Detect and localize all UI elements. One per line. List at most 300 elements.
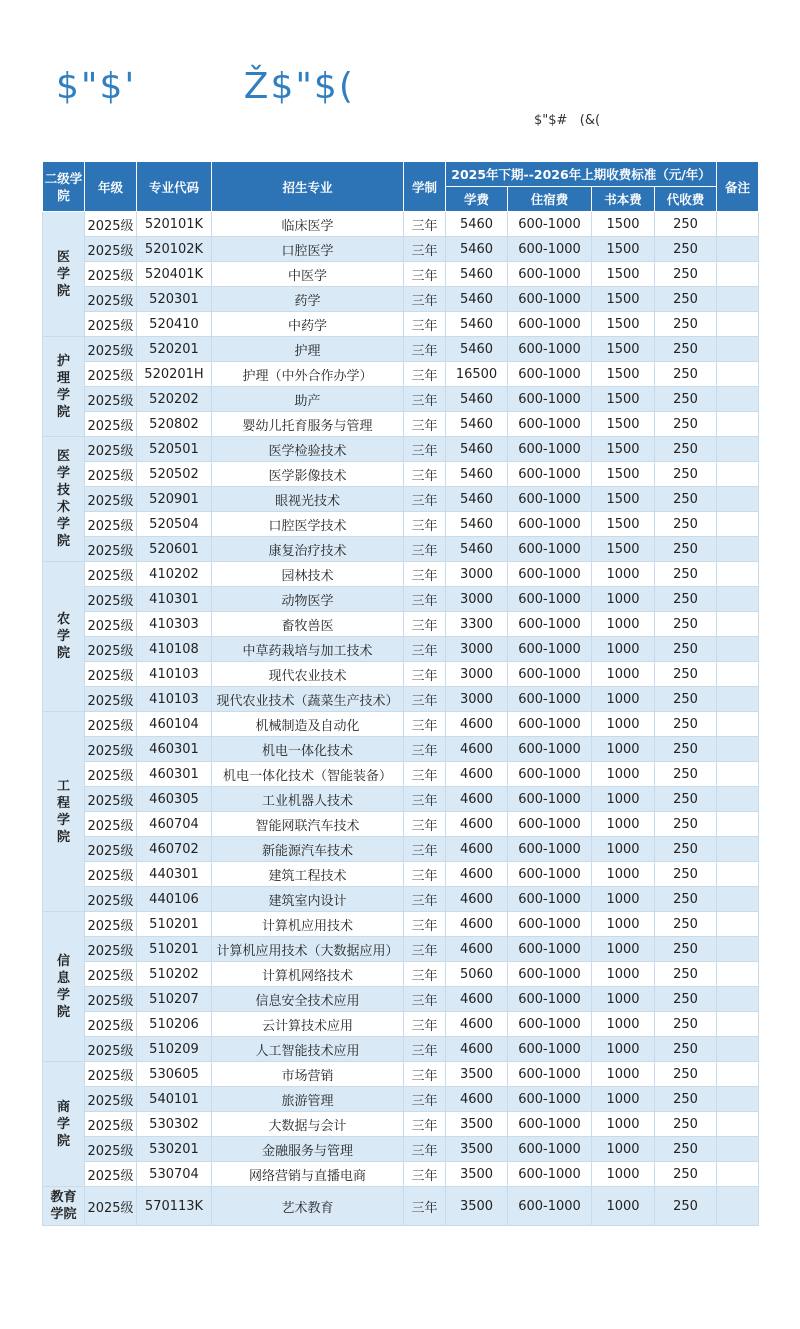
- dorm-cell: 600-1000: [508, 1112, 592, 1137]
- grade-cell: 2025级: [85, 312, 137, 337]
- duration-cell: 三年: [404, 312, 446, 337]
- books-cell: 1000: [592, 962, 655, 987]
- books-cell: 1000: [592, 1062, 655, 1087]
- header-tuition: 学费: [446, 187, 508, 212]
- books-cell: 1500: [592, 262, 655, 287]
- header-duration: 学制: [404, 162, 446, 212]
- grade-cell: 2025级: [85, 262, 137, 287]
- dorm-cell: 600-1000: [508, 737, 592, 762]
- agency-cell: 250: [655, 512, 717, 537]
- table-row: [43, 412, 759, 437]
- grade-cell: 2025级: [85, 487, 137, 512]
- duration-cell: 三年: [404, 562, 446, 587]
- college-name: 教育学院: [50, 1190, 77, 1222]
- grade-cell: 2025级: [85, 862, 137, 887]
- dorm-cell: 600-1000: [508, 1162, 592, 1187]
- major-cell: 建筑工程技术: [212, 862, 404, 887]
- grade-cell: 2025级: [85, 237, 137, 262]
- college-name: 医学院: [56, 249, 70, 299]
- table-row: [43, 362, 759, 387]
- tuition-cell: 3000: [446, 562, 508, 587]
- books-cell: 1000: [592, 712, 655, 737]
- grade-cell: 2025级: [85, 837, 137, 862]
- table-row: [43, 312, 759, 337]
- dorm-cell: 600-1000: [508, 862, 592, 887]
- major-cell: 旅游管理: [212, 1087, 404, 1112]
- dorm-cell: 600-1000: [508, 262, 592, 287]
- table-row: [43, 687, 759, 712]
- tuition-cell: 5460: [446, 387, 508, 412]
- major-cell: 医学影像技术: [212, 462, 404, 487]
- dorm-cell: 600-1000: [508, 762, 592, 787]
- college-cell: [43, 1187, 85, 1226]
- dorm-cell: 600-1000: [508, 837, 592, 862]
- dorm-cell: 600-1000: [508, 387, 592, 412]
- books-cell: 1000: [592, 562, 655, 587]
- dorm-cell: 600-1000: [508, 237, 592, 262]
- remarks-cell: [717, 812, 759, 837]
- books-cell: 1500: [592, 337, 655, 362]
- grade-cell: 2025级: [85, 437, 137, 462]
- agency-cell: 250: [655, 712, 717, 737]
- code-cell: 440106: [137, 887, 212, 912]
- table-row: [43, 212, 759, 237]
- major-cell: 口腔医学技术: [212, 512, 404, 537]
- dorm-cell: 600-1000: [508, 637, 592, 662]
- agency-cell: 250: [655, 837, 717, 862]
- table-row: [43, 1162, 759, 1187]
- table-row: [43, 662, 759, 687]
- books-cell: 1000: [592, 587, 655, 612]
- grade-cell: 2025级: [85, 1187, 137, 1226]
- dorm-cell: 600-1000: [508, 712, 592, 737]
- agency-cell: 250: [655, 937, 717, 962]
- agency-cell: 250: [655, 637, 717, 662]
- fee-table: [42, 161, 759, 1226]
- books-cell: 1500: [592, 462, 655, 487]
- dorm-cell: 600-1000: [508, 812, 592, 837]
- table-row: [43, 1112, 759, 1137]
- books-cell: 1500: [592, 512, 655, 537]
- code-cell: 520502: [137, 462, 212, 487]
- code-cell: 410103: [137, 662, 212, 687]
- code-cell: 520101K: [137, 212, 212, 237]
- major-cell: 中草药栽培与加工技术: [212, 637, 404, 662]
- dorm-cell: 600-1000: [508, 1062, 592, 1087]
- dorm-cell: 600-1000: [508, 687, 592, 712]
- table-row: [43, 862, 759, 887]
- tuition-cell: 16500: [446, 362, 508, 387]
- major-cell: 大数据与会计: [212, 1112, 404, 1137]
- code-cell: 460305: [137, 787, 212, 812]
- header-grade: 年级: [85, 162, 137, 212]
- grade-cell: 2025级: [85, 737, 137, 762]
- table-row: [43, 262, 759, 287]
- duration-cell: 三年: [404, 1012, 446, 1037]
- code-cell: 410108: [137, 637, 212, 662]
- major-cell: 人工智能技术应用: [212, 1037, 404, 1062]
- tuition-cell: 5060: [446, 962, 508, 987]
- tuition-cell: 4600: [446, 937, 508, 962]
- code-cell: 520401K: [137, 262, 212, 287]
- dorm-cell: 600-1000: [508, 362, 592, 387]
- major-cell: 动物医学: [212, 587, 404, 612]
- duration-cell: 三年: [404, 737, 446, 762]
- books-cell: 1000: [592, 987, 655, 1012]
- page-subtitle: $"$# (&(: [534, 113, 601, 128]
- tuition-cell: 5460: [446, 512, 508, 537]
- dorm-cell: 600-1000: [508, 537, 592, 562]
- duration-cell: 三年: [404, 787, 446, 812]
- table-row: [43, 237, 759, 262]
- tuition-cell: 4600: [446, 737, 508, 762]
- duration-cell: 三年: [404, 212, 446, 237]
- major-cell: 医学检验技术: [212, 437, 404, 462]
- books-cell: 1500: [592, 237, 655, 262]
- remarks-cell: [717, 437, 759, 462]
- major-cell: 机电一体化技术（智能装备）: [212, 762, 404, 787]
- tuition-cell: 4600: [446, 712, 508, 737]
- tuition-cell: 4600: [446, 1087, 508, 1112]
- table-row: [43, 762, 759, 787]
- college-name: 护理学院: [56, 353, 70, 420]
- code-cell: 520301: [137, 287, 212, 312]
- agency-cell: 250: [655, 1062, 717, 1087]
- remarks-cell: [717, 512, 759, 537]
- code-cell: 520201: [137, 337, 212, 362]
- major-cell: 眼视光技术: [212, 487, 404, 512]
- books-cell: 1000: [592, 1187, 655, 1226]
- tuition-cell: 4600: [446, 1037, 508, 1062]
- college-name: 医学技术学院: [56, 449, 70, 549]
- tuition-cell: 3000: [446, 687, 508, 712]
- table-row: [43, 1062, 759, 1087]
- agency-cell: 250: [655, 687, 717, 712]
- dorm-cell: 600-1000: [508, 587, 592, 612]
- duration-cell: 三年: [404, 462, 446, 487]
- major-cell: 机械制造及自动化: [212, 712, 404, 737]
- dorm-cell: 600-1000: [508, 212, 592, 237]
- header-dorm: 住宿费: [508, 187, 592, 212]
- code-cell: 520901: [137, 487, 212, 512]
- college-name: 信息学院: [56, 953, 70, 1020]
- code-cell: 530201: [137, 1137, 212, 1162]
- code-cell: 510207: [137, 987, 212, 1012]
- agency-cell: 250: [655, 437, 717, 462]
- tuition-cell: 5460: [446, 462, 508, 487]
- code-cell: 520501: [137, 437, 212, 462]
- remarks-cell: [717, 987, 759, 1012]
- duration-cell: 三年: [404, 1087, 446, 1112]
- remarks-cell: [717, 387, 759, 412]
- duration-cell: 三年: [404, 587, 446, 612]
- books-cell: 1500: [592, 487, 655, 512]
- tuition-cell: 4600: [446, 912, 508, 937]
- major-cell: 艺术教育: [212, 1187, 404, 1226]
- duration-cell: 三年: [404, 712, 446, 737]
- table-row: [43, 387, 759, 412]
- header-agency: 代收费: [655, 187, 717, 212]
- agency-cell: 250: [655, 237, 717, 262]
- major-cell: 云计算技术应用: [212, 1012, 404, 1037]
- major-cell: 口腔医学: [212, 237, 404, 262]
- grade-cell: 2025级: [85, 1037, 137, 1062]
- grade-cell: 2025级: [85, 1087, 137, 1112]
- table-row: [43, 612, 759, 637]
- books-cell: 1000: [592, 662, 655, 687]
- agency-cell: 250: [655, 587, 717, 612]
- dorm-cell: 600-1000: [508, 1137, 592, 1162]
- dorm-cell: 600-1000: [508, 887, 592, 912]
- tuition-cell: 3500: [446, 1062, 508, 1087]
- books-cell: 1000: [592, 637, 655, 662]
- remarks-cell: [717, 212, 759, 237]
- code-cell: 410202: [137, 562, 212, 587]
- books-cell: 1500: [592, 212, 655, 237]
- table-row: [43, 712, 759, 737]
- code-cell: 520601: [137, 537, 212, 562]
- remarks-cell: [717, 562, 759, 587]
- dorm-cell: 600-1000: [508, 1187, 592, 1226]
- dorm-cell: 600-1000: [508, 612, 592, 637]
- code-cell: 520202: [137, 387, 212, 412]
- agency-cell: 250: [655, 662, 717, 687]
- dorm-cell: 600-1000: [508, 1012, 592, 1037]
- agency-cell: 250: [655, 987, 717, 1012]
- major-cell: 计算机应用技术（大数据应用）: [212, 937, 404, 962]
- tuition-cell: 5460: [446, 287, 508, 312]
- dorm-cell: 600-1000: [508, 987, 592, 1012]
- remarks-cell: [717, 1112, 759, 1137]
- tuition-cell: 3300: [446, 612, 508, 637]
- code-cell: 540101: [137, 1087, 212, 1112]
- agency-cell: 250: [655, 912, 717, 937]
- grade-cell: 2025级: [85, 987, 137, 1012]
- duration-cell: 三年: [404, 1162, 446, 1187]
- code-cell: 510202: [137, 962, 212, 987]
- major-cell: 金融服务与管理: [212, 1137, 404, 1162]
- major-cell: 畜牧兽医: [212, 612, 404, 637]
- agency-cell: 250: [655, 362, 717, 387]
- table-row: [43, 937, 759, 962]
- agency-cell: 250: [655, 1087, 717, 1112]
- remarks-cell: [717, 937, 759, 962]
- table-row: [43, 737, 759, 762]
- college-name: 工程学院: [56, 778, 70, 845]
- college-cell: [43, 337, 85, 437]
- duration-cell: 三年: [404, 487, 446, 512]
- grade-cell: 2025级: [85, 387, 137, 412]
- duration-cell: 三年: [404, 1037, 446, 1062]
- table-row: [43, 787, 759, 812]
- table-row: [43, 637, 759, 662]
- books-cell: 1000: [592, 1137, 655, 1162]
- dorm-cell: 600-1000: [508, 412, 592, 437]
- duration-cell: 三年: [404, 937, 446, 962]
- major-cell: 市场营销: [212, 1062, 404, 1087]
- remarks-cell: [717, 1162, 759, 1187]
- books-cell: 1000: [592, 862, 655, 887]
- remarks-cell: [717, 862, 759, 887]
- agency-cell: 250: [655, 1162, 717, 1187]
- books-cell: 1000: [592, 762, 655, 787]
- books-cell: 1000: [592, 737, 655, 762]
- dorm-cell: 600-1000: [508, 312, 592, 337]
- remarks-cell: [717, 1187, 759, 1226]
- grade-cell: 2025级: [85, 687, 137, 712]
- duration-cell: 三年: [404, 687, 446, 712]
- grade-cell: 2025级: [85, 212, 137, 237]
- duration-cell: 三年: [404, 837, 446, 862]
- books-cell: 1000: [592, 1112, 655, 1137]
- duration-cell: 三年: [404, 287, 446, 312]
- agency-cell: 250: [655, 887, 717, 912]
- table-row: [43, 337, 759, 362]
- books-cell: 1000: [592, 612, 655, 637]
- duration-cell: 三年: [404, 362, 446, 387]
- tuition-cell: 4600: [446, 837, 508, 862]
- tuition-cell: 5460: [446, 487, 508, 512]
- college-cell: [43, 1062, 85, 1187]
- tuition-cell: 5460: [446, 262, 508, 287]
- college-cell: [43, 437, 85, 562]
- remarks-cell: [717, 587, 759, 612]
- major-cell: 康复治疗技术: [212, 537, 404, 562]
- table-row: [43, 537, 759, 562]
- dorm-cell: 600-1000: [508, 512, 592, 537]
- agency-cell: 250: [655, 462, 717, 487]
- books-cell: 1500: [592, 387, 655, 412]
- grade-cell: 2025级: [85, 337, 137, 362]
- major-cell: 新能源汽车技术: [212, 837, 404, 862]
- code-cell: 570113K: [137, 1187, 212, 1226]
- major-cell: 临床医学: [212, 212, 404, 237]
- tuition-cell: 5460: [446, 437, 508, 462]
- remarks-cell: [717, 462, 759, 487]
- grade-cell: 2025级: [85, 787, 137, 812]
- table-row: [43, 1012, 759, 1037]
- table-row: [43, 1187, 759, 1226]
- remarks-cell: [717, 287, 759, 312]
- page-title: $"$' Ž$"$(: [56, 66, 355, 107]
- college-cell: [43, 912, 85, 1062]
- header-remarks: 备注: [717, 162, 759, 212]
- grade-cell: 2025级: [85, 1062, 137, 1087]
- duration-cell: 三年: [404, 762, 446, 787]
- code-cell: 520504: [137, 512, 212, 537]
- table-row: [43, 462, 759, 487]
- remarks-cell: [717, 637, 759, 662]
- college-cell: [43, 562, 85, 712]
- major-cell: 助产: [212, 387, 404, 412]
- books-cell: 1000: [592, 1162, 655, 1187]
- duration-cell: 三年: [404, 1187, 446, 1226]
- tuition-cell: 4600: [446, 787, 508, 812]
- grade-cell: 2025级: [85, 1162, 137, 1187]
- agency-cell: 250: [655, 787, 717, 812]
- grade-cell: 2025级: [85, 637, 137, 662]
- code-cell: 520802: [137, 412, 212, 437]
- dorm-cell: 600-1000: [508, 912, 592, 937]
- duration-cell: 三年: [404, 887, 446, 912]
- tuition-cell: 3000: [446, 662, 508, 687]
- code-cell: 510209: [137, 1037, 212, 1062]
- remarks-cell: [717, 687, 759, 712]
- grade-cell: 2025级: [85, 1137, 137, 1162]
- grade-cell: 2025级: [85, 412, 137, 437]
- agency-cell: 250: [655, 262, 717, 287]
- college-cell: [43, 712, 85, 912]
- grade-cell: 2025级: [85, 712, 137, 737]
- table-row: [43, 912, 759, 937]
- duration-cell: 三年: [404, 537, 446, 562]
- remarks-cell: [717, 1037, 759, 1062]
- duration-cell: 三年: [404, 337, 446, 362]
- books-cell: 1000: [592, 812, 655, 837]
- grade-cell: 2025级: [85, 937, 137, 962]
- major-cell: 计算机网络技术: [212, 962, 404, 987]
- code-cell: 530605: [137, 1062, 212, 1087]
- books-cell: 1500: [592, 437, 655, 462]
- tuition-cell: 5460: [446, 237, 508, 262]
- grade-cell: 2025级: [85, 362, 137, 387]
- books-cell: 1500: [592, 312, 655, 337]
- dorm-cell: 600-1000: [508, 287, 592, 312]
- duration-cell: 三年: [404, 812, 446, 837]
- major-cell: 智能网联汽车技术: [212, 812, 404, 837]
- duration-cell: 三年: [404, 237, 446, 262]
- books-cell: 1000: [592, 787, 655, 812]
- table-row: [43, 487, 759, 512]
- remarks-cell: [717, 312, 759, 337]
- agency-cell: 250: [655, 537, 717, 562]
- dorm-cell: 600-1000: [508, 562, 592, 587]
- agency-cell: 250: [655, 812, 717, 837]
- major-cell: 现代农业技术（蔬菜生产技术）: [212, 687, 404, 712]
- dorm-cell: 600-1000: [508, 487, 592, 512]
- agency-cell: 250: [655, 762, 717, 787]
- tuition-cell: 3500: [446, 1112, 508, 1137]
- remarks-cell: [717, 1137, 759, 1162]
- major-cell: 中医学: [212, 262, 404, 287]
- table-body: [43, 212, 759, 1226]
- table-row: [43, 1037, 759, 1062]
- books-cell: 1000: [592, 912, 655, 937]
- code-cell: 530302: [137, 1112, 212, 1137]
- code-cell: 410301: [137, 587, 212, 612]
- agency-cell: 250: [655, 287, 717, 312]
- books-cell: 1000: [592, 837, 655, 862]
- remarks-cell: [717, 1087, 759, 1112]
- grade-cell: 2025级: [85, 612, 137, 637]
- books-cell: 1000: [592, 937, 655, 962]
- major-cell: 中药学: [212, 312, 404, 337]
- remarks-cell: [717, 537, 759, 562]
- remarks-cell: [717, 912, 759, 937]
- code-cell: 520201H: [137, 362, 212, 387]
- major-cell: 婴幼儿托育服务与管理: [212, 412, 404, 437]
- agency-cell: 250: [655, 1137, 717, 1162]
- duration-cell: 三年: [404, 612, 446, 637]
- major-cell: 网络营销与直播电商: [212, 1162, 404, 1187]
- table-row: [43, 887, 759, 912]
- college-cell: [43, 212, 85, 337]
- grade-cell: 2025级: [85, 1112, 137, 1137]
- remarks-cell: [717, 487, 759, 512]
- remarks-cell: [717, 362, 759, 387]
- grade-cell: 2025级: [85, 1012, 137, 1037]
- table-row: [43, 837, 759, 862]
